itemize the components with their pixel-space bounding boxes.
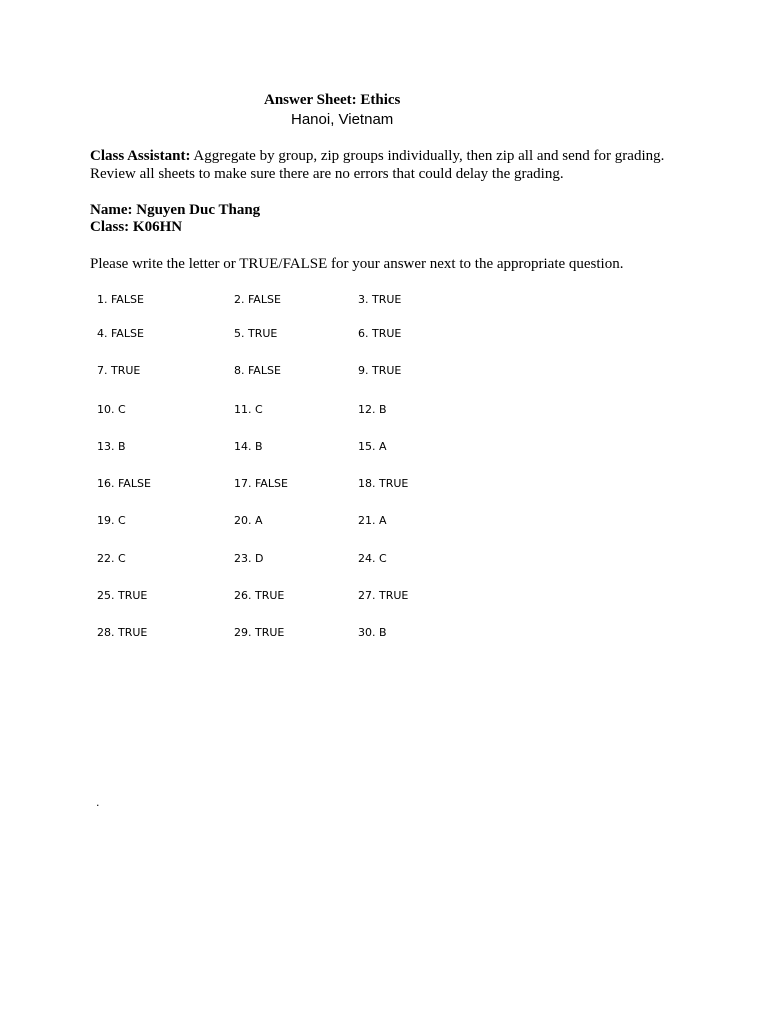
answer-item: 19. C	[97, 514, 126, 527]
answer-item: 24. C	[358, 552, 387, 565]
answer-row	[97, 477, 517, 491]
answer-row	[97, 293, 517, 307]
instructions-paragraph	[90, 147, 690, 183]
answer-item: 29. TRUE	[234, 626, 285, 639]
answer-item: 27. TRUE	[358, 589, 409, 602]
answer-item: 30. B	[358, 626, 387, 639]
instructions-text: Aggregate by group, zip groups individually, then zip all and send for grading. Review all sheets to make sure there are no errors that could delay the grading.	[90, 148, 665, 182]
answer-item: 6. TRUE	[358, 327, 402, 340]
answer-item: 17. FALSE	[234, 477, 288, 490]
answer-row	[97, 589, 517, 603]
answer-item: 25. TRUE	[97, 589, 148, 602]
answer-item: 18. TRUE	[358, 477, 409, 490]
instructions-lead: Class Assistant:	[90, 148, 191, 164]
answer-item: 9. TRUE	[358, 364, 402, 377]
student-name: Name: Nguyen Duc Thang	[90, 202, 261, 218]
answer-item: 7. TRUE	[97, 364, 141, 377]
student-class: Class: K06HN	[90, 219, 183, 235]
document-subtitle: Hanoi, Vietnam	[291, 111, 394, 128]
answer-item: 21. A	[358, 514, 387, 527]
answer-row	[97, 403, 517, 417]
answer-item: 11. C	[234, 403, 263, 416]
answer-item: 1. FALSE	[97, 293, 144, 306]
answer-row	[97, 327, 517, 341]
answer-item: 28. TRUE	[97, 626, 148, 639]
answer-row	[97, 440, 517, 454]
answer-item: 2. FALSE	[234, 293, 281, 306]
answer-item: 23. D	[234, 552, 264, 565]
stray-period-mark: .	[96, 796, 100, 809]
answer-item: 22. C	[97, 552, 126, 565]
answer-item: 16. FALSE	[97, 477, 151, 490]
answer-row	[97, 552, 517, 566]
document-title: Answer Sheet: Ethics	[264, 92, 401, 108]
answer-item: 5. TRUE	[234, 327, 278, 340]
answer-row	[97, 514, 517, 528]
answer-item: 8. FALSE	[234, 364, 281, 377]
answer-row	[97, 364, 517, 378]
answer-item: 13. B	[97, 440, 126, 453]
answer-row	[97, 626, 517, 640]
answer-item: 12. B	[358, 403, 387, 416]
answer-prompt: Please write the letter or TRUE/FALSE for your answer next to the appropriate question.	[90, 256, 624, 272]
answer-item: 15. A	[358, 440, 387, 453]
answer-item: 14. B	[234, 440, 263, 453]
answer-item: 3. TRUE	[358, 293, 402, 306]
answer-item: 10. C	[97, 403, 126, 416]
answer-item: 20. A	[234, 514, 263, 527]
answer-item: 26. TRUE	[234, 589, 285, 602]
answer-item: 4. FALSE	[97, 327, 144, 340]
